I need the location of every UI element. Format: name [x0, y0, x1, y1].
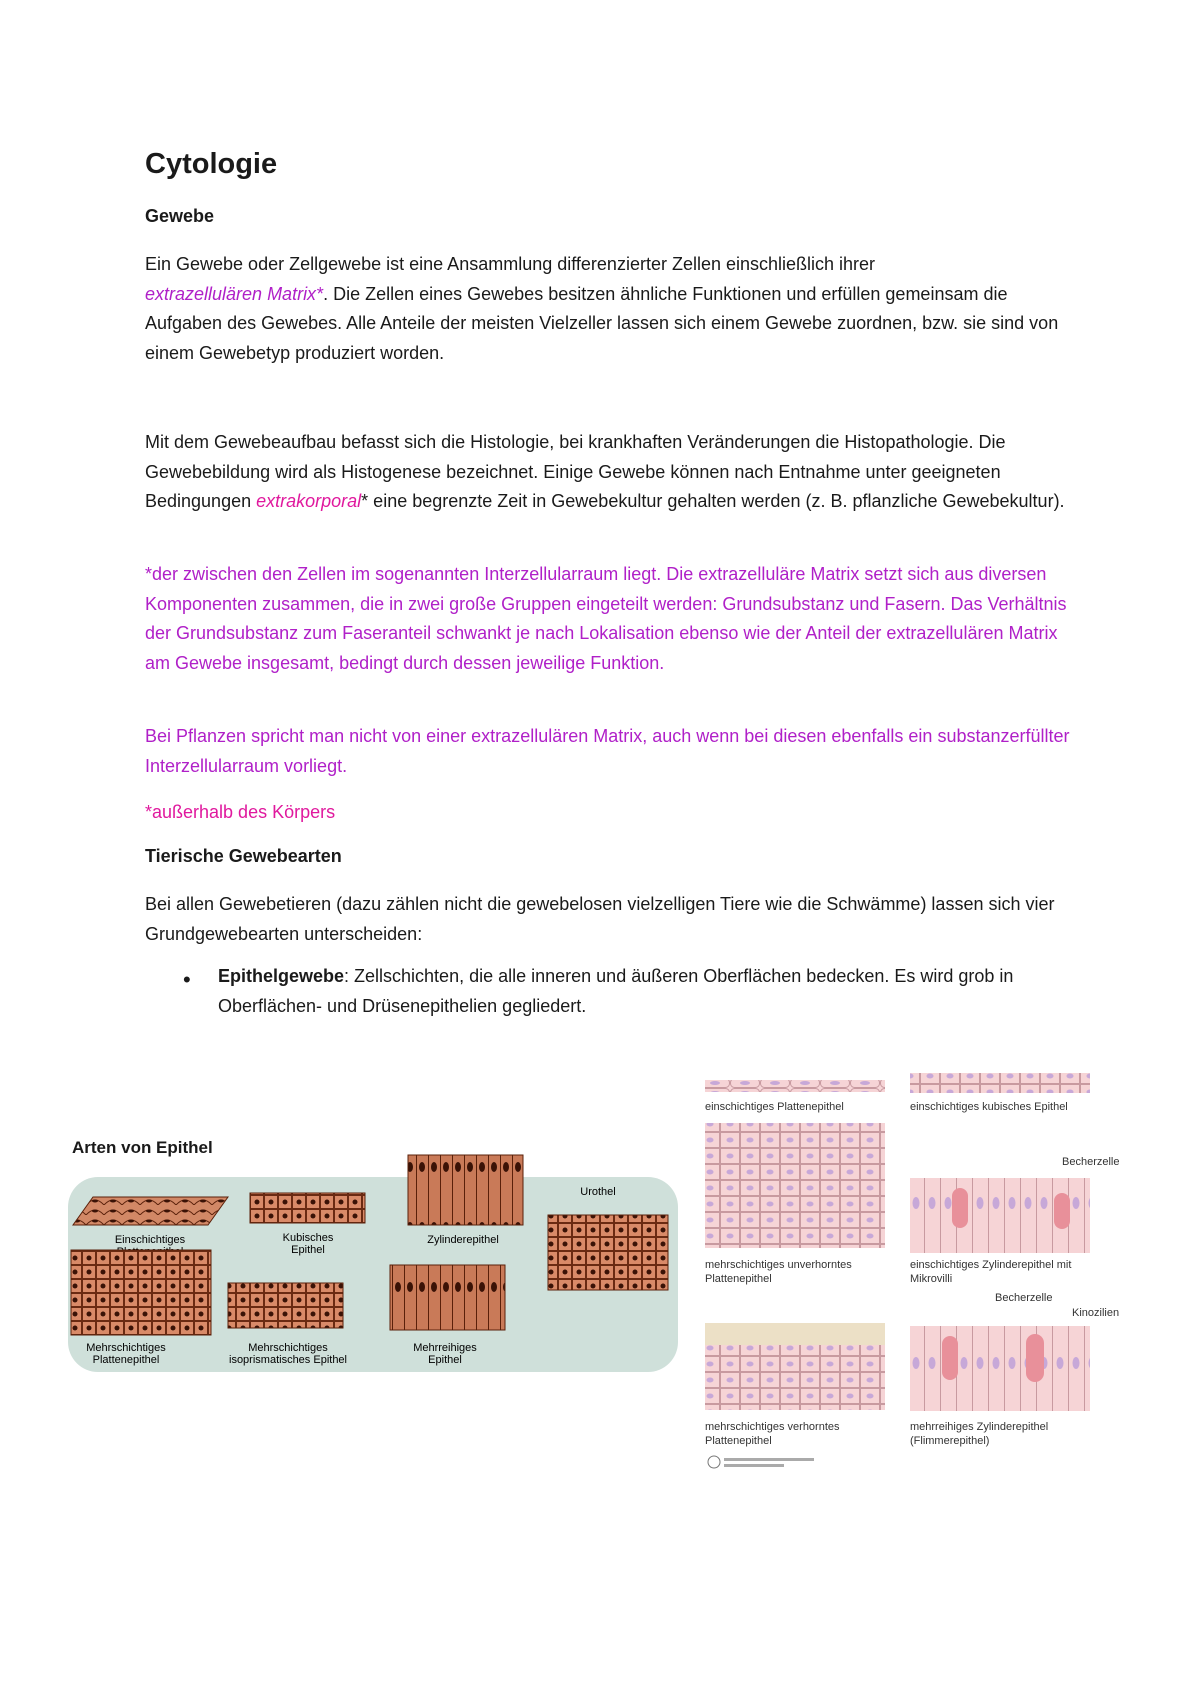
label-mehrschichtig-platten: Mehrschichtiges — [86, 1342, 166, 1354]
publisher-credit-line — [724, 1458, 814, 1461]
label-f: (Flimmerepithel) — [910, 1435, 990, 1447]
zylinder-block — [408, 1155, 523, 1225]
plattenepithel-block — [73, 1197, 228, 1225]
label-f: mehrreihiges Zylinderepithel — [910, 1421, 1049, 1433]
label-e: mehrschichtiges verhorntes — [705, 1421, 840, 1433]
page-title: Cytologie — [145, 148, 278, 180]
panel-mehrschichtig-verhornt — [705, 1345, 885, 1410]
label-mehrschichtig-iso: isoprismatisches Epithel — [229, 1354, 347, 1366]
paragraph-text: . Die Zellen eines Gewebes besitzen ähnliche Funktionen und erfüllen gemeinsam die Aufgaben des Gewebes. Alle Anteile der meisten Vielzeller lassen sich einem Gewebe zuordnen, bzw. sie sind von einem Gewebetyp produziert worden. — [145, 283, 1059, 363]
panel-mehrschichtig-unverhornt — [705, 1123, 885, 1248]
extrakorporal-term: extrakorporal — [256, 491, 362, 511]
becherzelle-shape — [1054, 1193, 1070, 1229]
publisher-credit-line — [724, 1464, 784, 1467]
paragraph-text: Ein Gewebe oder Zellgewebe ist eine Ansammlung differenzierter Zellen einschließlich ihrer — [145, 254, 876, 274]
section-heading-tierische-gewebearten: Tierische Gewebearten — [145, 846, 342, 866]
epithel-types-figure — [68, 1125, 683, 1385]
publisher-logo-icon — [708, 1456, 720, 1468]
label-mehrreihig: Mehrreihiges — [413, 1342, 477, 1354]
paragraph-grundgewebearten: Bei allen Gewebetieren (dazu zählen nicht die gewebelosen vielzelligen Tiere wie die Schwämme) lassen sich vier Grundgewebearten unterscheiden: — [145, 894, 1055, 944]
label-zylinder: Zylinderepithel — [427, 1234, 499, 1246]
label-c: mehrschichtiges unverhorntes — [705, 1259, 852, 1271]
label-kubisch: Kubisches — [282, 1232, 334, 1244]
panel-platten-einschichtig — [705, 1080, 885, 1092]
label-mehrschichtig-platten: Plattenepithel — [92, 1354, 160, 1366]
label-becherzelle: Becherzelle — [1062, 1156, 1120, 1168]
paragraph-gewebe-definition — [145, 250, 1075, 368]
label-a: einschichtiges Plattenepithel — [705, 1101, 844, 1113]
urothel-block — [548, 1215, 668, 1290]
section-heading-gewebe: Gewebe — [145, 206, 215, 226]
label-d: Mikrovilli — [910, 1273, 953, 1285]
mehrschichtig-iso-block — [228, 1283, 343, 1328]
becherzelle-shape — [952, 1188, 968, 1228]
extrazellulaere-matrix-term: extrazellulären Matrix* — [145, 283, 324, 304]
panel-mehrreihig-zylinder — [910, 1326, 1090, 1411]
bullet-icon: • — [183, 967, 191, 992]
paragraph-histologie — [145, 428, 1075, 517]
label-kubisch: Epithel — [291, 1244, 325, 1256]
panel-kubisch-einschichtig — [910, 1073, 1090, 1093]
label-b: einschichtiges kubisches Epithel — [910, 1101, 1068, 1113]
list-item-text: : Zellschichten, die alle inneren und äußeren Oberflächen bedecken. Es wird grob in Oberflächen- und Drüsenepithelien gegliedert. — [218, 966, 1014, 1016]
epithelgewebe-term: Epithelgewebe — [218, 966, 345, 986]
label-d: einschichtiges Zylinderepithel mit — [910, 1259, 1072, 1271]
label-kinozilien: Kinozilien — [1072, 1307, 1120, 1319]
becherzelle-shape — [1026, 1334, 1044, 1382]
becherzelle-shape — [942, 1336, 958, 1380]
footnote-matrix: *der zwischen den Zellen im sogenannten Interzellularraum liegt. Die extrazelluläre Matrix setzt sich aus diversen Komponenten zusammen, die in zwei große Gruppen eingeteilt werden: Grundsubstanz und Fasern. Das Verhältnis der Grundsubstanz zum Faseranteil schwankt je nach Lokalisation ebenso wie der Anteil der extrazellulären Matrix am Gewebe insgesamt, bedingt durch dessen jeweilige Funktion. — [145, 564, 1067, 673]
label-mehrschichtig-iso: Mehrschichtiges — [248, 1342, 328, 1354]
paragraph-text: * eine begrenzte Zeit in Gewebekultur gehalten werden (z. B. pflanzliche Gewebekultur). — [361, 491, 1065, 511]
label-urothel: Urothel — [580, 1186, 616, 1198]
epithel-diagram-figure — [700, 1068, 1140, 1488]
figure-title: Arten von Epithel — [72, 1138, 213, 1157]
label-e: Plattenepithel — [705, 1435, 772, 1447]
label-mehrreihig: Epithel — [428, 1354, 462, 1366]
paragraph-text: Mit dem Gewebeaufbau befasst sich die Histologie, bei krankhaften Veränderungen die Histopathologie. Die Gewebebildung wird als Histogenese bezeichnet. Einige Gewebe können nach Entnahme unter geeigneten Bedingungen — [145, 432, 1006, 511]
mehrschichtig-platten-block — [71, 1250, 211, 1335]
footnote-extrakorporal: *außerhalb des Körpers — [145, 802, 336, 822]
footnote-pflanzen: Bei Pflanzen spricht man nicht von einer extrazellulären Matrix, auch wenn bei diesen ebenfalls ein substanzerfüllter Interzellularraum vorliegt. — [145, 726, 1070, 776]
mehrreihig-block — [390, 1265, 505, 1330]
label-becherzelle-2: Becherzelle — [995, 1292, 1053, 1304]
panel-verhornt-horn — [705, 1323, 885, 1345]
label-plattenepithel: Einschichtiges — [114, 1234, 186, 1246]
label-c: Plattenepithel — [705, 1273, 772, 1285]
list-item-epithelgewebe — [218, 962, 1078, 1021]
kubisch-block — [250, 1193, 365, 1223]
